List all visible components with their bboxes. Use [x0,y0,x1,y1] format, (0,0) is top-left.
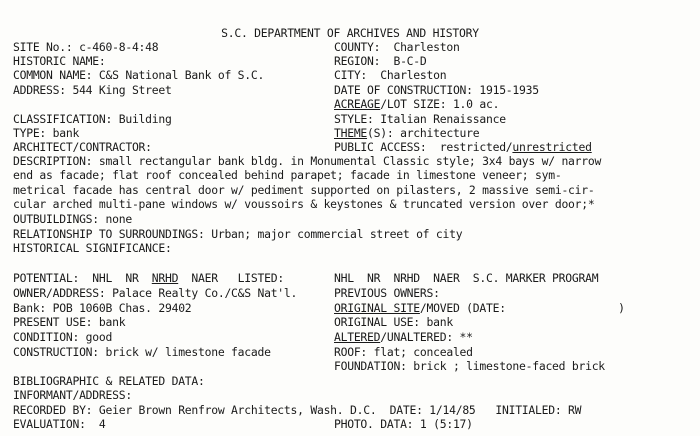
county: COUNTY: Charleston [334,40,460,54]
address: ADDRESS: 544 King Street [13,83,172,97]
public-access [334,141,592,154]
theme-label: THEME [334,126,368,140]
evaluation: EVALUATION: 4 [13,417,106,431]
public-access-label: PUBLIC ACCESS: restricted/ [334,140,513,154]
original-site-label: ORIGINAL SITE [334,301,420,315]
previous-owners: PREVIOUS OWNERS: [334,286,440,300]
public-access-unrestricted: unrestricted [512,140,592,154]
original-site [334,302,625,315]
site-number: SITE No.: c-460-8-4:48 [13,40,159,54]
lot-size: /LOT SIZE: 1.0 ac. [380,97,500,111]
historical-significance: HISTORICAL SIGNIFICANCE: [13,241,172,255]
relationship-to-surroundings: RELATIONSHIP TO SURROUNDINGS: Urban; major commercial street of city [13,227,463,241]
description-line: cular arched multi-pane windows w/ voussoirs & keystones & truncated version over door;* [13,197,595,211]
foundation: FOUNDATION: brick ; limestone-faced brick [334,359,605,373]
outbuildings: OUTBUILDINGS: none [13,212,132,226]
owner-address: OWNER/ADDRESS: Palace Realty Co./C&S Nat'l. [13,286,298,300]
architect-contractor: ARCHITECT/CONTRACTOR: [13,140,152,154]
theme [334,127,479,140]
present-use: PRESENT USE: bank [13,315,126,329]
altered-label: ALTERED [334,330,381,344]
city: CITY: Charleston [334,68,447,82]
roof: ROOF: flat; concealed [334,345,473,359]
photo-data: PHOTO. DATA: 1 (5:17) [334,417,473,431]
acreage-label: ACREAGE [334,97,381,111]
recorded-by: RECORDED BY: Geier Brown Renfrow Architects, Wash. D.C. DATE: 1/14/85 INITIALED: RW [13,403,582,417]
construction: CONSTRUCTION: brick w/ limestone facade [13,345,271,359]
classification: CLASSIFICATION: Building [13,112,172,126]
style: STYLE: Italian Renaissance [334,112,506,126]
informant-address: INFORMANT/ADDRESS: [13,388,132,402]
historic-name: HISTORIC NAME: [13,54,106,68]
theme-value: (S): architecture [367,126,480,140]
common-name: COMMON NAME: C&S National Bank of S.C. [13,68,265,82]
region: REGION: B-C-D [334,54,427,68]
description-line: end as facade; flat roof concealed behind parapet; facade in limestone veneer; sym- [13,168,562,182]
description-line: metrical facade has central door w/ pediment supported on pilasters, 2 massive semi-cir- [13,183,595,197]
moved-date: /MOVED (DATE: ) [419,301,625,315]
date-of-construction: DATE OF CONSTRUCTION: 1915-1935 [334,83,539,97]
potential-label: POTENTIAL: NHL NR [13,271,152,285]
potential-nrhd: NRHD [151,271,179,285]
bibliographic-data: BIBLIOGRAPHIC & RELATED DATA: [13,374,205,388]
type: TYPE: bank [13,126,80,140]
acreage [334,98,499,111]
unaltered-value: /UNALTERED: ** [380,330,473,344]
form-title: S.C. DEPARTMENT OF ARCHIVES AND HISTORY [221,26,479,40]
potential [13,272,284,285]
listed-options: NHL NR NRHD NAER S.C. MARKER PROGRAM [334,271,599,285]
condition: CONDITION: good [13,330,113,344]
bank-address: Bank: POB 1060B Chas. 29402 [13,301,192,315]
altered [334,331,473,344]
original-use: ORIGINAL USE: bank [334,315,453,329]
potential-rest: NAER LISTED: [178,271,284,285]
description-line: DESCRIPTION: small rectangular bank bldg. in Monumental Classic style; 3x4 bays w/ narrow [13,154,602,168]
